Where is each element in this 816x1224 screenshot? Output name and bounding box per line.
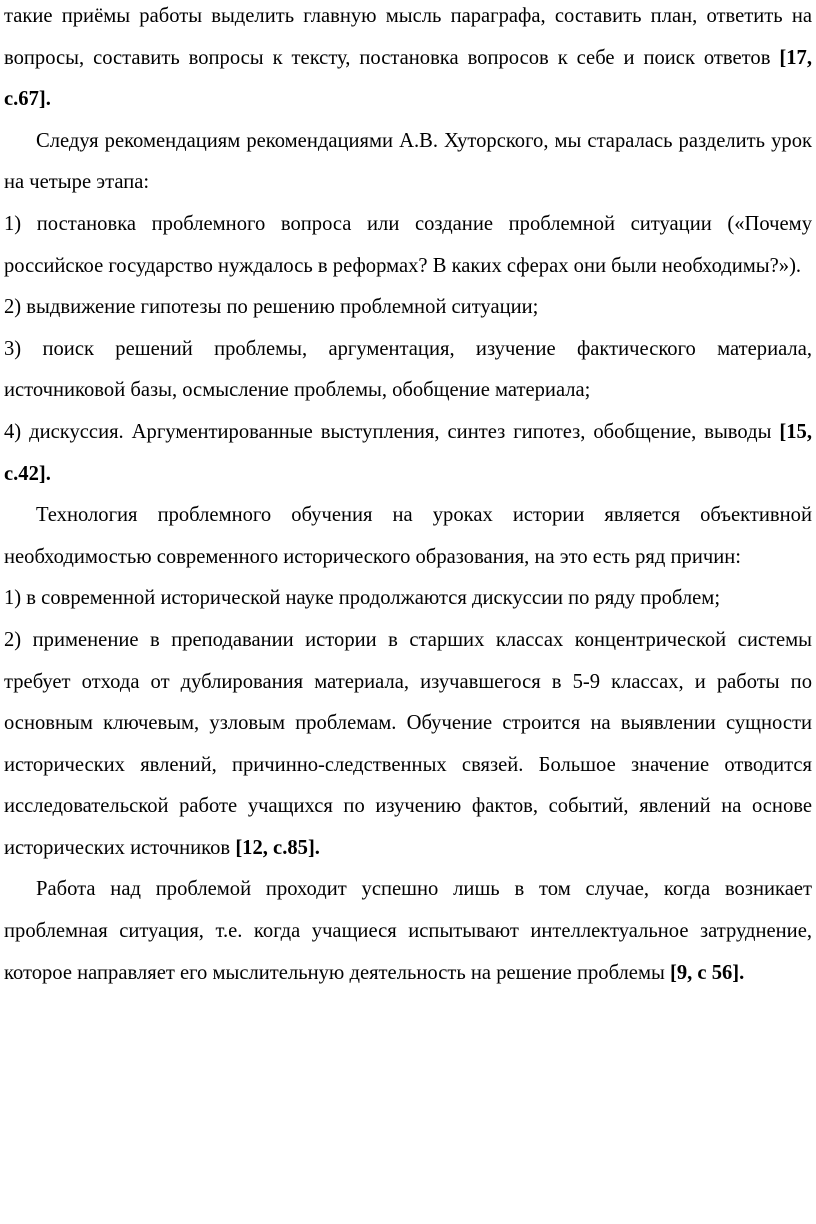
paragraph-1 [4, 0, 812, 121]
paragraph-2 [4, 121, 812, 204]
paragraph-2-text: Следуя рекомендациям рекомендациями А.В. Хуторского, мы старалась разделить урок на четыре этапа: [4, 129, 812, 194]
citation-15: [15, с.42]. [4, 420, 812, 485]
list-item-4-text: 4) дискуссия. Аргументированные выступления, синтез гипотез, обобщение, выводы [4, 420, 780, 443]
reason-item-1 [4, 578, 812, 620]
list-item-4 [4, 412, 812, 495]
list-item-3 [4, 329, 812, 412]
paragraph-4 [4, 869, 812, 994]
reason-item-2 [4, 620, 812, 870]
paragraph-3-text: Технология проблемного обучения на уроках истории является объективной необходимостью современного исторического образования, на это есть ряд причин: [4, 504, 812, 568]
list-item-1 [4, 204, 812, 287]
reason-item-1-text: 1) в современной исторической науке продолжаются дискуссии по ряду проблем; [4, 587, 721, 610]
paragraph-1-text: такие приёмы работы выделить главную мысль параграфа, составить план, ответить на вопросы, составить вопросы к тексту, постановка вопросов к себе и поиск ответов [4, 5, 812, 69]
list-item-1-text: 1) постановка проблемного вопроса или создание проблемной ситуации («Почему российское государство нуждалось в реформах? В каких сферах они были необходимы?»). [4, 212, 812, 277]
reason-item-2-text: 2) применение в преподавании истории в старших классах концентрической системы требует отхода от дублирования материала, изучавшегося в 5-9 классах, и работы по основным ключевым, узловым проблемам. Обучение строится на выявлении сущности исторических явлений, причинно-следственных связей. Большое значение отводится исследовательской работе учащихся по изучению фактов, событий, явлений на основе исторических источников [4, 628, 812, 859]
citation-17: [17, с.67]. [4, 46, 812, 111]
citation-12: [12, с.85]. [235, 836, 320, 859]
citation-9: [9, с 56]. [669, 961, 745, 984]
paragraph-4-text: Работа над проблемой проходит успешно лишь в том случае, когда возникает проблемная ситуация, т.е. когда учащиеся испытывают интеллектуальное затруднение, которое направляет его мыслительную деятельность на решение проблемы [4, 878, 812, 984]
list-item-3-text: 3) поиск решений проблемы, аргументация, изучение фактического материала, источниковой базы, осмысление проблемы, обобщение материала; [4, 337, 812, 402]
list-item-2-text: 2) выдвижение гипотезы по решению проблемной ситуации; [4, 296, 539, 319]
paragraph-3 [4, 495, 812, 578]
list-item-2 [4, 287, 812, 329]
